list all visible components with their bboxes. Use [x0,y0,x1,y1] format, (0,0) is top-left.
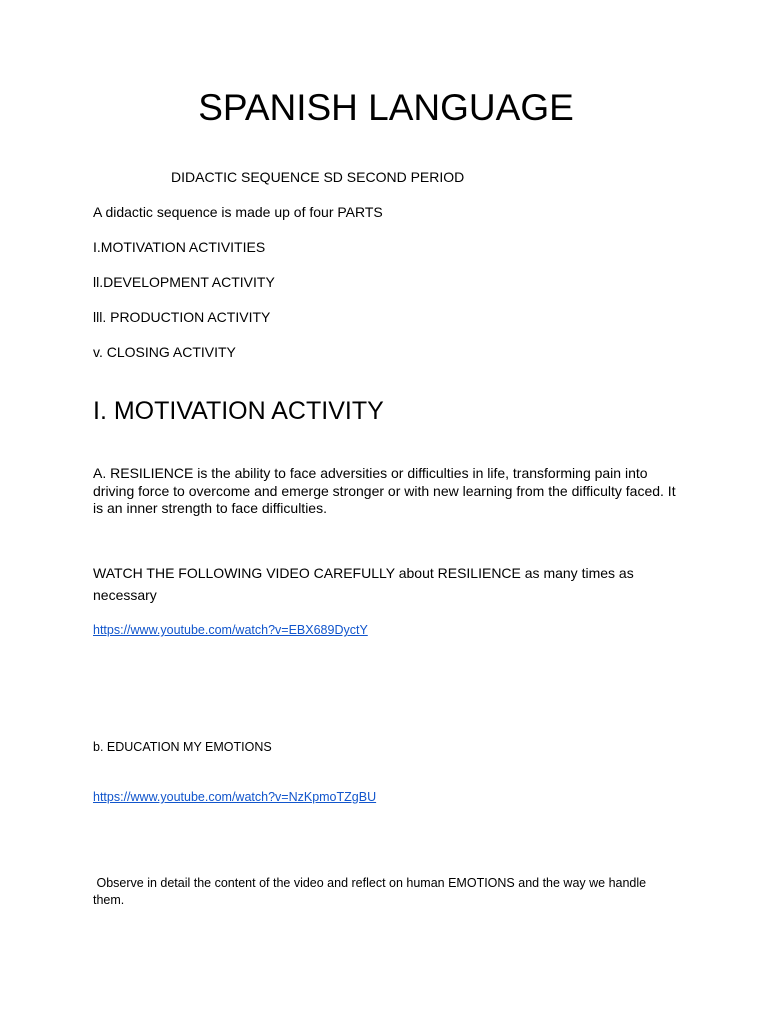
intro-text: A didactic sequence is made up of four PARTS [93,204,383,220]
list-item: I.MOTIVATION ACTIVITIES [93,239,266,255]
document-subtitle: DIDACTIC SEQUENCE SD SECOND PERIOD [171,169,465,185]
section-heading: I. MOTIVATION ACTIVITY [93,397,384,425]
video-link-emotions[interactable]: https://www.youtube.com/watch?v=NzKpmoTZgBU [93,790,377,804]
resilience-paragraph: A. RESILIENCE is the ability to face adversities or difficulties in life, transforming pain into driving force to overcome and emerge stronger or with new learning from the difficulty faced. It is an inner strength to face difficulties. [93,465,676,516]
list-item: v. CLOSING ACTIVITY [93,344,236,360]
watch-instruction: WATCH THE FOLLOWING VIDEO CAREFULLY about RESILIENCE as many times as necessary [93,565,634,603]
emotions-heading: b. EDUCATION MY EMOTIONS [93,740,272,754]
document-title: SPANISH LANGUAGE [198,87,574,128]
list-item: ll.DEVELOPMENT ACTIVITY [93,274,275,290]
observe-instruction: Observe in detail the content of the video and reflect on human EMOTIONS and the way we handle them. [93,876,650,907]
list-item: lll. PRODUCTION ACTIVITY [93,309,271,325]
video-link-resilience[interactable]: https://www.youtube.com/watch?v=EBX689DyctY [93,623,368,637]
